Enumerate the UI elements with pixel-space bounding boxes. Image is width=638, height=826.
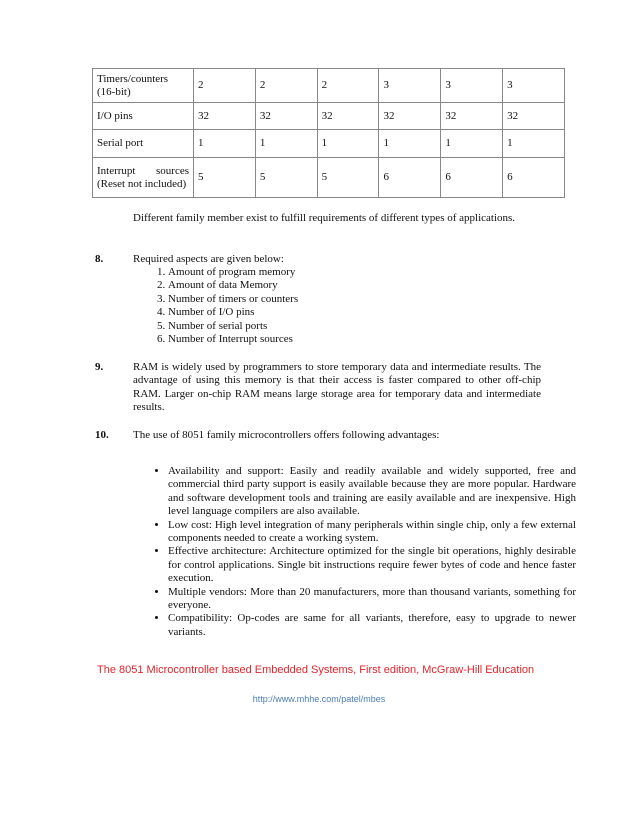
list-item: 2. Amount of data Memory	[168, 279, 298, 292]
row-label: I/O pins	[93, 103, 194, 130]
specs-table	[92, 68, 565, 198]
item-number: 9.	[95, 361, 104, 373]
cell: 3	[379, 69, 441, 103]
list-item: • Availability and support: Easily and readily available and widely supported, free and commercial third party support is easily available because they are more popular. Hardware and software development tools and training are easily available and are inexpensive. High level language compilers are also available.	[168, 465, 576, 519]
cell: 2	[255, 69, 317, 103]
cell: 32	[255, 103, 317, 130]
cell: 1	[255, 130, 317, 158]
cell: 6	[503, 158, 565, 198]
row-label: Timers/counters (16-bit)	[93, 69, 194, 103]
item-number: 10.	[95, 429, 109, 441]
cell: 32	[317, 103, 379, 130]
item9-paragraph: RAM is widely used by programmers to store temporary data and intermediate results. The advantage of using this memory is that their access is faster compared to other off-chip RAM. Larger on-chip RAM means large storage area for temporary data and intermediate results.	[133, 361, 541, 414]
cell: 32	[503, 103, 565, 130]
cell: 32	[441, 103, 503, 130]
cell: 6	[441, 158, 503, 198]
advantages-list	[133, 465, 576, 639]
cell: 32	[379, 103, 441, 130]
website-link[interactable]: http://www.mhhe.com/patel/mbes	[252, 694, 386, 704]
cell: 2	[194, 69, 256, 103]
list-item: • Effective architecture: Architecture optimized for the single bit operations, highly desirable for control applications. Single bit instructions require fewer bytes of code and hence faster execution.	[168, 545, 576, 585]
cell: 1	[441, 130, 503, 158]
list-item: 1. Amount of program memory	[168, 266, 298, 279]
cell: 6	[379, 158, 441, 198]
list-item: • Compatibility: Op-codes are same for all variants, therefore, easy to upgrade to newer variants.	[168, 612, 576, 639]
item-number: 8.	[95, 253, 104, 265]
cell: 2	[317, 69, 379, 103]
cell: 1	[379, 130, 441, 158]
table-row	[93, 158, 565, 198]
cell: 32	[194, 103, 256, 130]
list-item: 4. Number of I/O pins	[168, 306, 298, 319]
book-citation: The 8051 Microcontroller based Embedded Systems, First edition, McGraw-Hill Education	[97, 664, 535, 676]
list-item: • Low cost: High level integration of many peripherals within single chip, only a few external components needed to create a working system.	[168, 519, 576, 546]
item8-intro: Required aspects are given below:	[133, 253, 284, 265]
list-item: • Multiple vendors: More than 20 manufacturers, more than thousand variants, something for everyone.	[168, 586, 576, 613]
item10-intro: The use of 8051 family microcontrollers offers following advantages:	[133, 429, 440, 441]
row-label: Interrupt sources (Reset not included)	[93, 158, 194, 198]
cell: 1	[503, 130, 565, 158]
cell: 3	[441, 69, 503, 103]
table-row	[93, 69, 565, 103]
cell: 1	[194, 130, 256, 158]
family-paragraph: Different family member exist to fulfill requirements of different types of applications.	[133, 212, 516, 224]
table-row	[93, 130, 565, 158]
aspects-list	[150, 266, 298, 346]
cell: 5	[255, 158, 317, 198]
list-item: 6. Number of Interrupt sources	[168, 333, 298, 346]
cell: 5	[194, 158, 256, 198]
list-item: 5. Number of serial ports	[168, 320, 298, 333]
table-row	[93, 103, 565, 130]
cell: 3	[503, 69, 565, 103]
list-item: 3. Number of timers or counters	[168, 293, 298, 306]
row-label: Serial port	[93, 130, 194, 158]
cell: 5	[317, 158, 379, 198]
cell: 1	[317, 130, 379, 158]
